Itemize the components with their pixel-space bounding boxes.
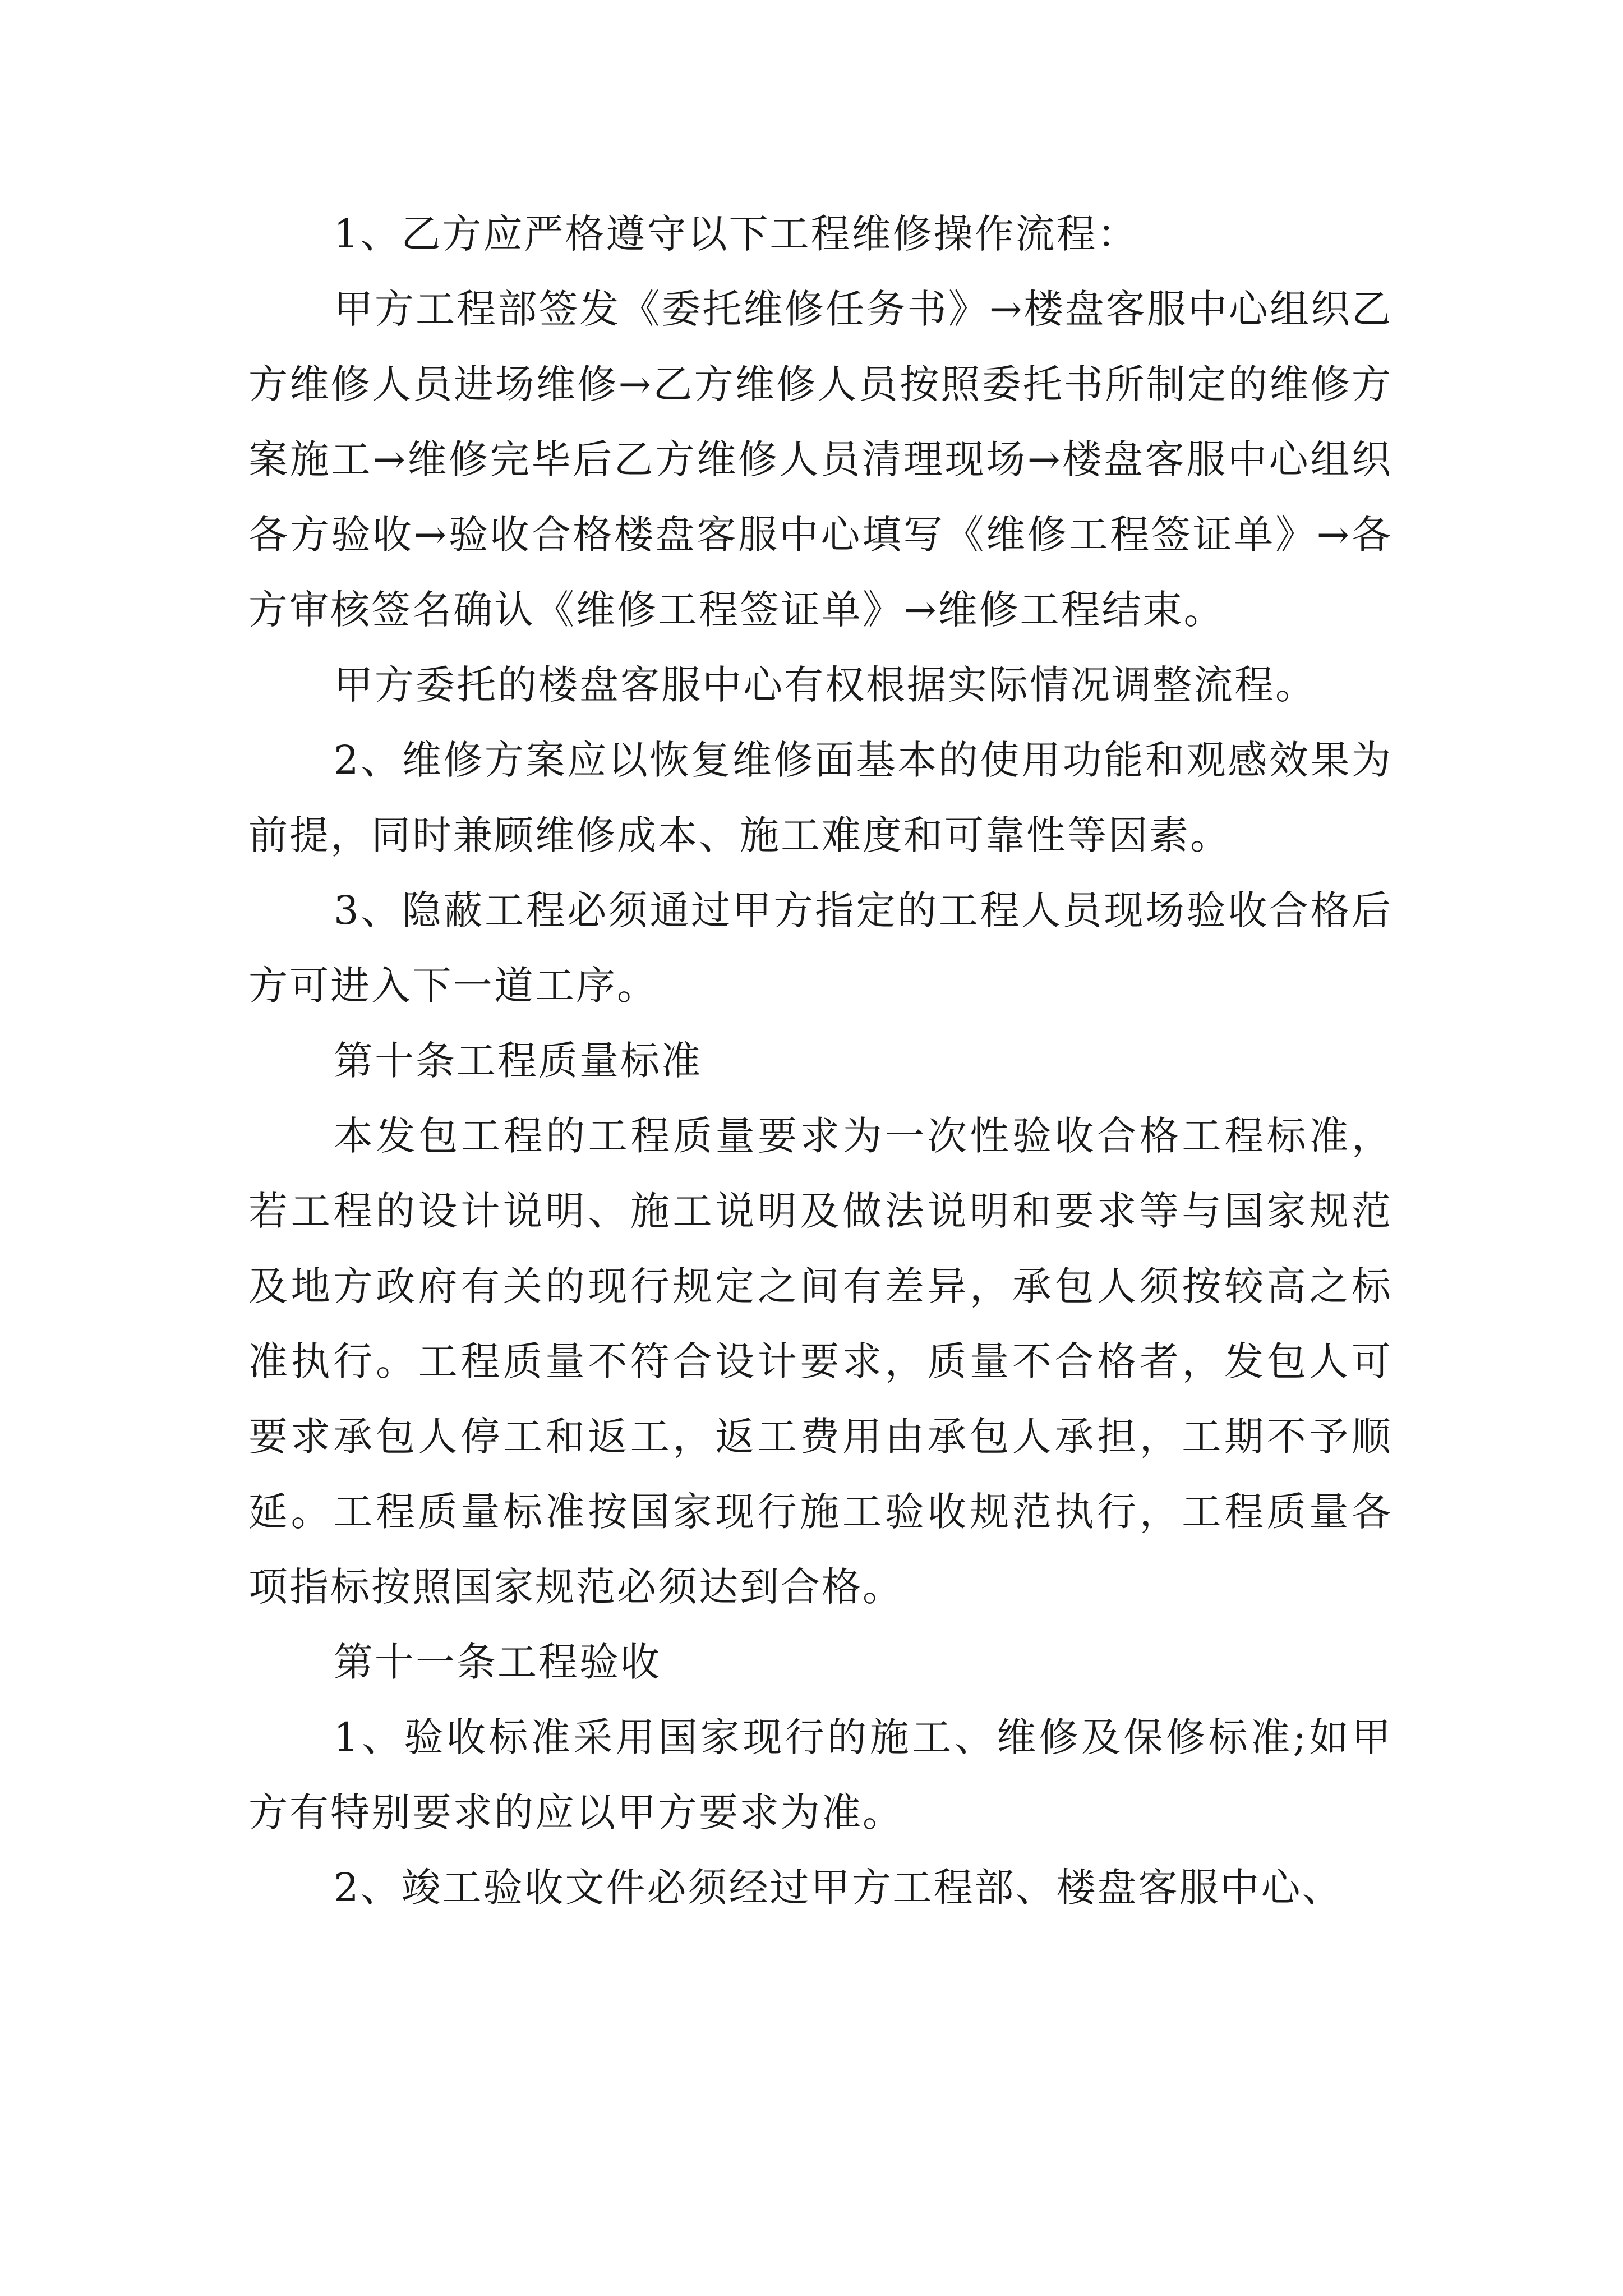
paragraph-quality-standard: 本发包工程的工程质量要求为一次性验收合格工程标准，若工程的设计说明、施工说明及做法说明和要求等与国家规范及地方政府有关的现行规定之间有差异，承包人须按较高之标准执行。工程质量不符合设计要求，质量不合格者，发包人可要求承包人停工和返工，返工费用由承包人承担，工期不予顺延。工程质量标准按国家现行施工验收规范执行，工程质量各项指标按照国家规范必须达到合格。 — [248, 1113, 1393, 1610]
paragraph-acceptance-standard: 1、验收标准采用国家现行的施工、维修及保修标准;如甲方有特别要求的应以甲方要求为准。 — [248, 1714, 1393, 1835]
paragraph-maintenance-plan: 2、维修方案应以恢复维修面基本的使用功能和观感效果为前提，同时兼顾维修成本、施工难度和可靠性等因素。 — [248, 737, 1393, 858]
paragraph-maintenance-procedure-intro: 1、乙方应严格遵守以下工程维修操作流程： — [334, 211, 1138, 257]
article-11-heading: 第十一条工程验收 — [334, 1639, 661, 1685]
document-body — [248, 196, 1393, 1925]
paragraph-maintenance-workflow: 甲方工程部签发《委托维修任务书》→楼盘客服中心组织乙方维修人员进场维修→乙方维修人员按照委托书所制定的维修方案施工→维修完毕后乙方维修人员清理现场→楼盘客服中心组织各方验收→验收合格楼盘客服中心填写《维修工程签证单》→各方审核签名确认《维修工程签证单》→维修工程结束。 — [248, 286, 1393, 633]
paragraph-workflow-adjustment: 甲方委托的楼盘客服中心有权根据实际情况调整流程。 — [334, 662, 1316, 708]
paragraph-concealed-works: 3、隐蔽工程必须通过甲方指定的工程人员现场验收合格后方可进入下一道工序。 — [248, 887, 1393, 1009]
paragraph-completion-acceptance: 2、竣工验收文件必须经过甲方工程部、楼盘客服中心、 — [334, 1865, 1343, 1911]
article-10-heading: 第十条工程质量标准 — [334, 1038, 702, 1084]
